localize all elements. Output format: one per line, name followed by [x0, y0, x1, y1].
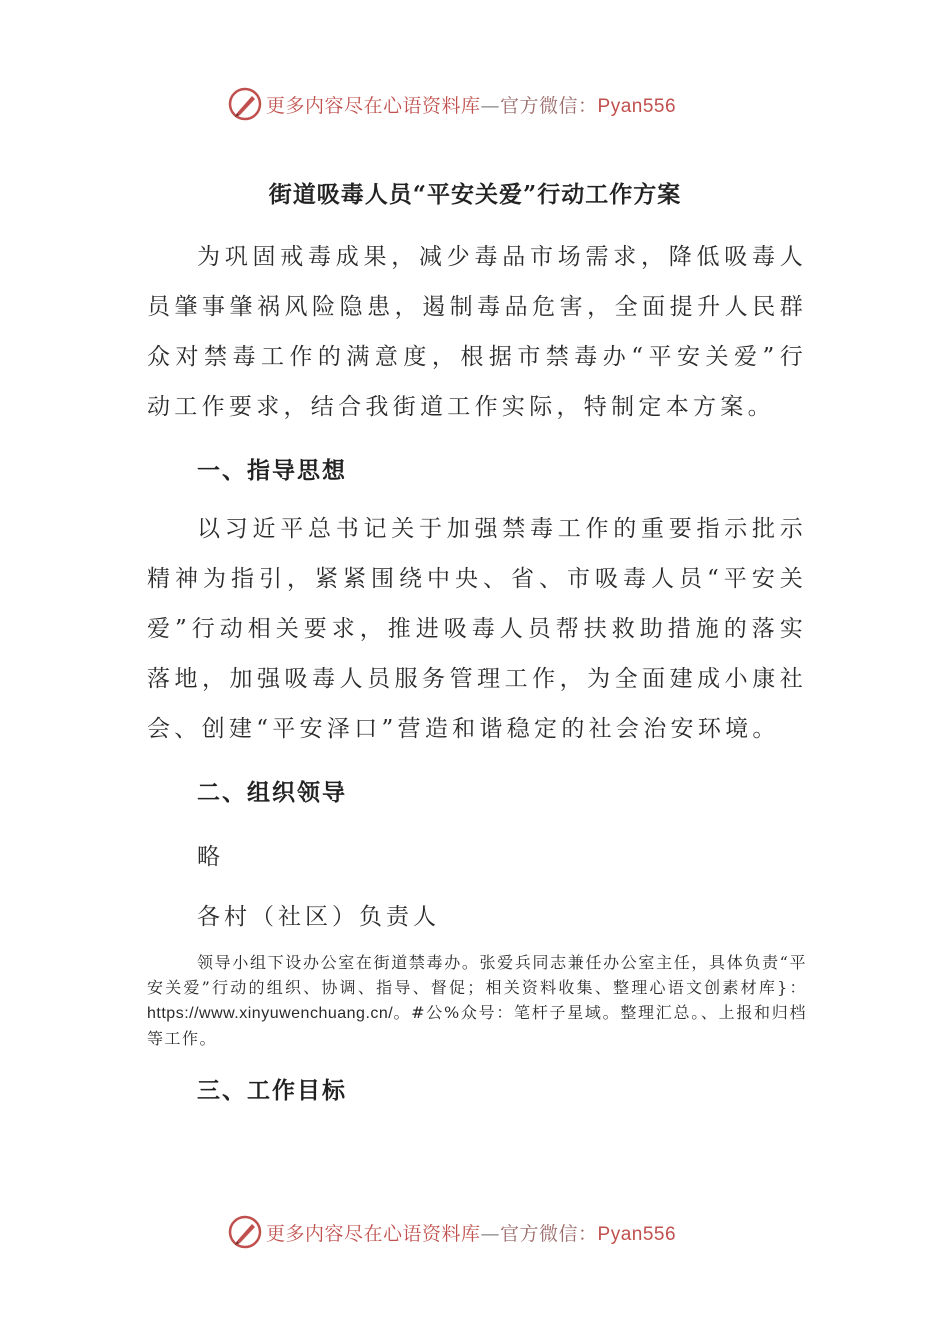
header-banner [228, 84, 748, 124]
banner-separator: — [480, 94, 501, 117]
banner-slogan: 更多内容尽在心语资料库 [266, 94, 481, 117]
pen-logo-icon [228, 87, 262, 121]
office-note-text: 领导小组下设办公室在街道禁毒办。张爱兵同志兼任办公室主任，具体负责“平安关爱”行动的组织、协调、指导、督促；相关资料收集、整理心语文创素材库}： [147, 953, 807, 997]
banner-text [266, 1219, 676, 1246]
footer-banner [228, 1212, 748, 1252]
guiding-ideology-paragraph: 以习近平总书记关于加强禁毒工作的重要指示批示精神为指引，紧紧围绕中央、省、市吸毒人员“平安关爱”行动相关要求，推进吸毒人员帮扶救助措施的落实落地，加强吸毒人员服务管理工作，为全面建成小康社会、创建“平安泽口”营造和谐稳定的社会治安环境。 [147, 516, 807, 742]
intro-paragraph: 为巩固戒毒成果，减少毒品市场需求，降低吸毒人员肇事肇祸风险隐患，遏制毒品危害，全面提升人民群众对禁毒工作的满意度，根据市禁毒办“平安关爱”行动工作要求，结合我街道工作实际，特制定本方案。 [147, 244, 807, 420]
banner-text [266, 91, 676, 118]
banner-slogan: 更多内容尽在心语资料库 [266, 1222, 481, 1245]
office-note-url: https://www.xinyuwenchuang.cn/ [147, 1005, 394, 1022]
section-heading-work-goals: 三、工作目标 [197, 1077, 347, 1104]
omitted-text: 略 [197, 844, 224, 870]
pen-logo-icon [228, 1215, 262, 1249]
banner-separator: — [480, 1222, 501, 1245]
section-heading-organization: 二、组织领导 [197, 779, 347, 806]
document-title: 街道吸毒人员“平安关爱”行动工作方案 [268, 181, 682, 208]
banner-wechat-id: Pyan556 [597, 95, 677, 117]
banner-wechat-label: 官方微信： [500, 94, 598, 117]
members-line: 各村（社区）负责人 [197, 904, 440, 930]
banner-wechat-id: Pyan556 [597, 1223, 677, 1245]
section-heading-guiding-ideology: 一、指导思想 [197, 457, 347, 484]
office-note-paragraph [147, 950, 807, 1051]
office-note-tail: 。#公%众号：笔杆子星域。整理汇总。、上报和归档等工作。 [147, 1003, 807, 1048]
banner-wechat-label: 官方微信： [500, 1222, 598, 1245]
